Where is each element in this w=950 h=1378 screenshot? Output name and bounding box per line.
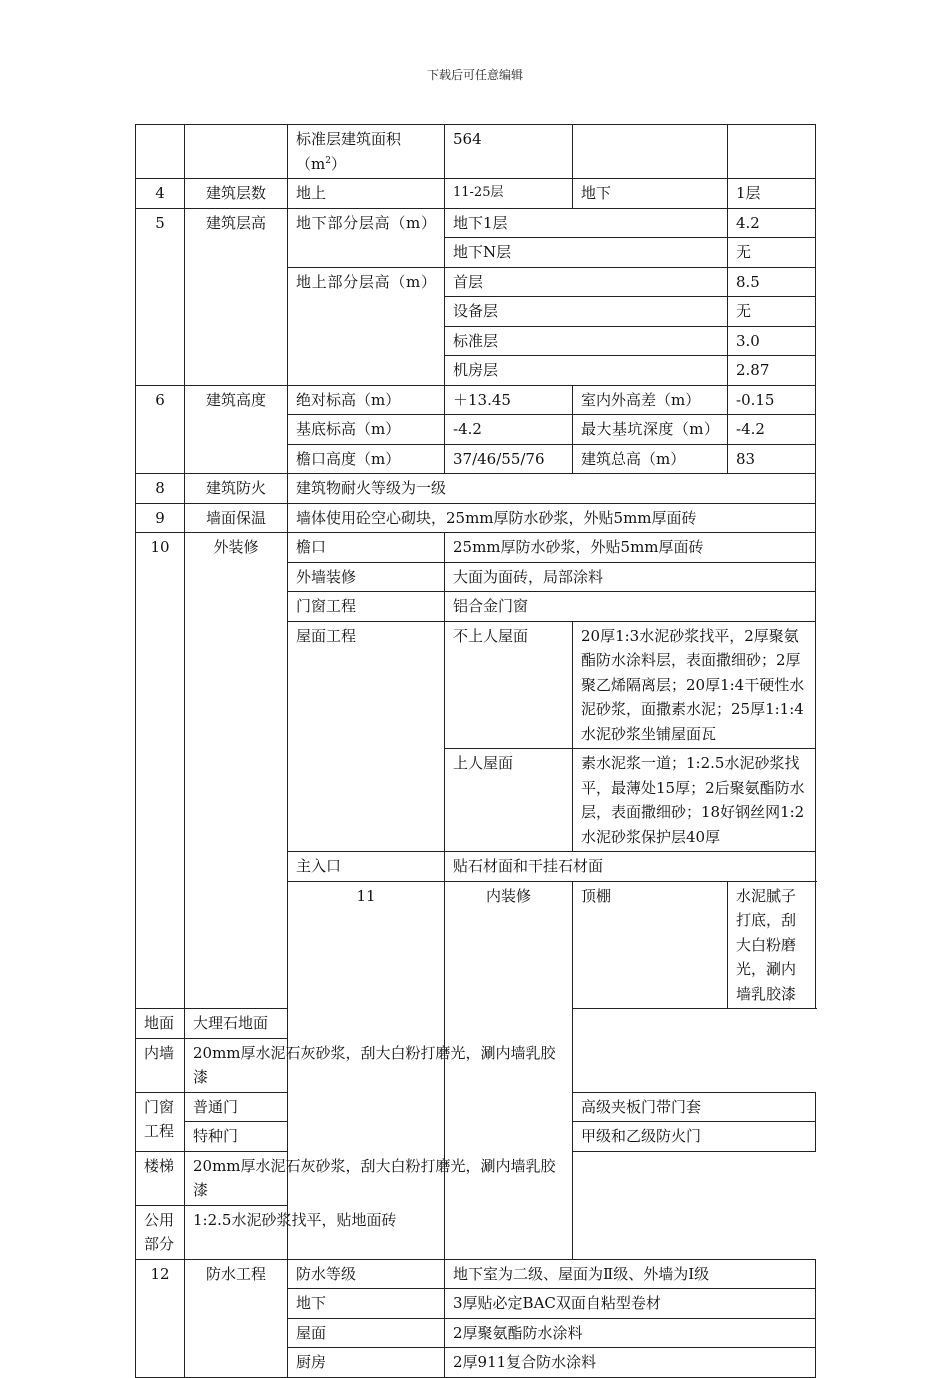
table-row	[136, 1038, 816, 1092]
cell-label: 室内外高差（m）	[573, 385, 728, 415]
cell-label: 公用部分	[136, 1205, 185, 1259]
row-number: 10	[136, 533, 185, 1009]
cell-value: 20mm厚水泥石灰砂浆，刮大白粉打磨光，涮内墙乳胶漆	[185, 1151, 573, 1205]
table-row	[136, 179, 816, 209]
row-number: 6	[136, 385, 185, 474]
cell-value: 贴石材面和干挂石材面	[445, 852, 816, 882]
row-category: 墙面保温	[185, 503, 288, 533]
cell-label: 标准层	[445, 326, 728, 356]
row-number: 4	[136, 179, 185, 209]
cell-value: 8.5	[728, 267, 816, 297]
cell-value: 20厚1:3水泥砂浆找平，2厚聚氨酯防水涂料层，表面撒细砂；2厚聚乙烯隔离层；20厚1:4干硬性水泥砂浆，面撒素水泥；25厚1:1:4水泥砂浆坐铺屋面瓦	[573, 621, 816, 749]
cell-value: 水泥腻子打底，刮大白粉磨光，涮内墙乳胶漆	[728, 881, 816, 1009]
cell-value: 564	[445, 125, 573, 179]
cell-value: 无	[728, 238, 816, 268]
row-number: 5	[136, 208, 185, 385]
row-category: 建筑层数	[185, 179, 288, 209]
cell-value: 铝合金门窗	[445, 592, 816, 622]
cell-value: 墙体使用砼空心砌块，25mm厚防水砂浆，外贴5mm厚面砖	[288, 503, 816, 533]
row-category: 建筑高度	[185, 385, 288, 474]
cell-value: 2厚聚氨酯防水涂料	[445, 1318, 816, 1348]
cell-label: 地上部分层高（m）	[288, 267, 445, 385]
cell-value: ＋13.45	[445, 385, 573, 415]
cell-value: 2.87	[728, 356, 816, 386]
cell-value: 大面为面砖，局部涂料	[445, 562, 816, 592]
cell-value: 25mm厚防水砂浆，外贴5mm厚面砖	[445, 533, 816, 563]
table-row	[136, 533, 816, 563]
cell-label: 门窗工程	[288, 592, 445, 622]
cell-value: 37/46/55/76	[445, 444, 573, 474]
cell-label: 主入口	[288, 852, 445, 882]
row-category: 内装修	[445, 881, 573, 1259]
row-category: 建筑层高	[185, 208, 288, 385]
cell-value: 素水泥浆一道；1:2.5水泥砂浆找平，最薄处15厚；2后聚氨酯防水层，表面撒细砂；18好钢丝网1:2水泥砂浆保护层40厚	[573, 749, 816, 852]
row-category: 建筑防火	[185, 474, 288, 504]
cell-label: 机房层	[445, 356, 728, 386]
cell-label: 首层	[445, 267, 728, 297]
cell-label: 内墙	[136, 1038, 185, 1092]
cell-value: 建筑物耐火等级为一级	[288, 474, 816, 504]
cell-label: 上人屋面	[445, 749, 573, 852]
table-row	[136, 208, 816, 238]
table-row	[136, 474, 816, 504]
cell-label: 普通门	[185, 1092, 288, 1122]
cell-empty	[728, 125, 816, 179]
cell-value: 3.0	[728, 326, 816, 356]
cell-label: 地上	[288, 179, 445, 209]
table-row	[136, 1009, 816, 1039]
cell-label: 地面	[136, 1009, 185, 1039]
cell-label: 基底标高（m）	[288, 415, 445, 445]
cell-value: -0.15	[728, 385, 816, 415]
row-category: 防水工程	[185, 1259, 288, 1377]
cell-value: 大理石地面	[185, 1009, 573, 1039]
cell-empty	[136, 125, 185, 179]
cell-label: 地下	[288, 1289, 445, 1319]
cell-label: 防水等级	[288, 1259, 445, 1289]
cell-label: 最大基坑深度（m）	[573, 415, 728, 445]
cell-label: 楼梯	[136, 1151, 185, 1205]
cell-value: 4.2	[728, 208, 816, 238]
cell-label: 门窗工程	[136, 1092, 185, 1151]
table-row	[136, 1259, 816, 1289]
cell-label: 地下1层	[445, 208, 728, 238]
cell-value: 83	[728, 444, 816, 474]
cell-value: 3厚贴必定BAC双面自粘型卷材	[445, 1289, 816, 1319]
cell-value: 甲级和乙级防火门	[573, 1122, 816, 1152]
cell-label: 檐口高度（m）	[288, 444, 445, 474]
cell-label: 顶棚	[573, 881, 728, 1009]
cell-value: 20mm厚水泥石灰砂浆，刮大白粉打磨光，涮内墙乳胶漆	[185, 1038, 573, 1092]
row-number: 12	[136, 1259, 185, 1377]
row-category: 外装修	[185, 533, 288, 1009]
cell-value: 1层	[728, 179, 816, 209]
cell-label	[288, 125, 445, 179]
cell-value: 高级夹板门带门套	[573, 1092, 816, 1122]
cell-empty	[573, 125, 728, 179]
cell-label: 建筑总高（m）	[573, 444, 728, 474]
cell-label: 屋面	[288, 1318, 445, 1348]
header-note: 下载后可任意编辑	[426, 68, 523, 82]
cell-label: 不上人屋面	[445, 621, 573, 749]
table-row	[136, 1205, 816, 1259]
cell-label: 地下N层	[445, 238, 728, 268]
std-area-label: 标准层建筑面积	[296, 130, 402, 148]
table-row	[136, 1151, 816, 1205]
cell-value: 无	[728, 297, 816, 327]
cell-label: 设备层	[445, 297, 728, 327]
row-number: 9	[136, 503, 185, 533]
cell-value: 地下室为二级、屋面为Ⅱ级、外墙为Ⅰ级	[445, 1259, 816, 1289]
cell-value: 11-25层	[445, 179, 573, 209]
cell-label: 地下	[573, 179, 728, 209]
cell-value: -4.2	[728, 415, 816, 445]
cell-label: 檐口	[288, 533, 445, 563]
cell-value: 1:2.5水泥砂浆找平，贴地面砖	[185, 1205, 573, 1259]
cell-empty	[185, 125, 288, 179]
table-row	[136, 125, 816, 179]
table-row	[136, 503, 816, 533]
cell-label: 地下部分层高（m）	[288, 208, 445, 267]
cell-label: 厨房	[288, 1348, 445, 1378]
row-number: 8	[136, 474, 185, 504]
cell-value: 2厚911复合防水涂料	[445, 1348, 816, 1378]
std-area-unit: $(m^2)$	[296, 154, 346, 173]
building-spec-table	[135, 124, 816, 1378]
cell-label: 绝对标高（m）	[288, 385, 445, 415]
table-row	[136, 385, 816, 415]
cell-label: 屋面工程	[288, 621, 445, 852]
cell-label: 外墙装修	[288, 562, 445, 592]
cell-label: 特种门	[185, 1122, 288, 1152]
row-number: 11	[288, 881, 445, 1259]
cell-value: -4.2	[445, 415, 573, 445]
